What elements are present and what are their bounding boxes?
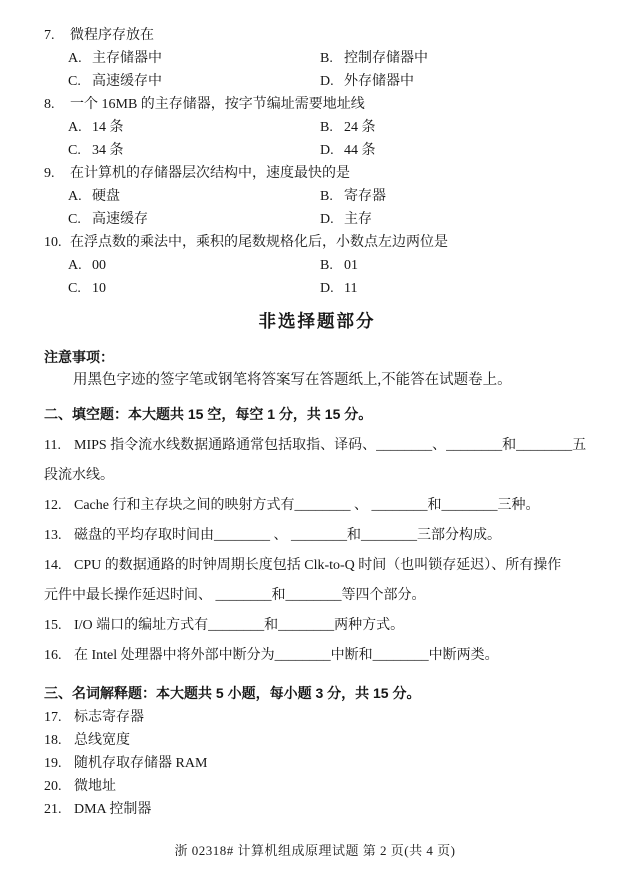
question-number: 7. [44,28,55,43]
question-text: I/O 端口的编址方式有________和________两种方式。 [74,618,405,633]
option-d [320,139,376,162]
question-text: 在计算机的存储器层次结构中，速度最快的是 [70,166,350,181]
option-label: D. [320,74,334,89]
question-text: 在 Intel 处理器中将外部中断分为________中断和________中断两类。 [74,648,499,663]
question-text: 一个 16MB 的主存储器，按字节编址需要地址线 [70,97,365,112]
option-b [320,47,428,70]
option-text: 34 条 [92,143,124,158]
option-b [320,116,376,139]
question-number: 21. [44,802,62,817]
question-number: 15. [44,618,62,633]
option-text: 14 条 [92,120,124,135]
option-label: C. [68,281,81,296]
question-line [44,491,590,521]
question-21 [44,798,590,821]
question-number: 12. [44,498,62,513]
question-14 [44,551,590,611]
question-line: 段流水线。 [44,468,114,483]
question-number: 13. [44,528,62,543]
option-text: 11 [344,281,358,296]
question-text: 磁盘的平均存取时间由________ 、 ________和________三部分构成。 [74,528,501,543]
terms-section [44,706,590,821]
options-row [44,139,590,162]
question-stem [44,24,590,47]
option-text: 硬盘 [92,189,120,204]
question-line [44,431,590,461]
question-number: 19. [44,756,62,771]
question-line [44,521,590,551]
option-label: C. [68,143,81,158]
option-c [68,139,320,162]
term-text: 微地址 [74,779,116,794]
option-c [68,277,320,300]
option-label: D. [320,212,334,227]
option-text: 寄存器 [344,189,386,204]
question-18 [44,729,590,752]
question-number: 11. [44,438,61,453]
question-7 [44,24,590,93]
option-a [68,185,320,208]
fill-section [44,431,590,671]
options-row [44,254,590,277]
question-number: 18. [44,733,62,748]
option-label: B. [320,258,333,273]
question-19 [44,752,590,775]
option-text: 10 [92,281,106,296]
question-12 [44,491,590,521]
option-d [320,208,372,231]
question-number: 16. [44,648,62,663]
question-line [44,641,590,671]
question-20 [44,775,590,798]
notice-body: 用黑色字迹的签字笔或钢笔将答案写在答题纸上,不能答在试题卷上。 [73,372,512,388]
question-text: MIPS 指令流水线数据通路通常包括取指、译码、________、________和________五 [74,438,587,453]
option-c [68,208,320,231]
question-17 [44,706,590,729]
option-text: 00 [92,258,106,273]
option-text: 控制存储器中 [344,51,428,66]
option-label: B. [320,189,333,204]
options-row [44,185,590,208]
question-number: 9. [44,166,55,181]
question-number: 20. [44,779,62,794]
terms-section-header: 三、名词解释题：本大题共 5 小题，每小题 3 分，共 15 分。 [44,685,421,701]
options-row [44,116,590,139]
option-label: A. [68,120,82,135]
question-8 [44,93,590,162]
question-11 [44,431,590,491]
option-a [68,254,320,277]
option-text: 主存 [344,212,372,227]
question-text: CPU 的数据通路的时钟周期长度包括 Clk-to-Q 时间（也叫锁存延迟）、所有操作 [74,558,562,573]
option-text: 主存储器中 [92,51,162,66]
option-b [320,185,386,208]
question-number: 10. [44,235,62,250]
option-text: 高速缓存中 [92,74,162,89]
option-text: 高速缓存 [92,212,148,227]
question-stem [44,231,590,254]
question-text: 微程序存放在 [70,28,154,43]
option-d [320,70,414,93]
question-16 [44,641,590,671]
option-label: B. [320,51,333,66]
option-label: A. [68,51,82,66]
option-label: D. [320,281,334,296]
question-number: 8. [44,97,55,112]
options-row [44,47,590,70]
term-text: 总线宽度 [74,733,130,748]
option-label: C. [68,212,81,227]
option-a [68,116,320,139]
term-text: 标志寄存器 [74,710,144,725]
question-line [44,551,590,581]
option-text: 24 条 [344,120,376,135]
option-text: 外存储器中 [344,74,414,89]
notice-title: 注意事项： [44,349,114,365]
option-label: C. [68,74,81,89]
options-row [44,208,590,231]
question-stem [44,93,590,116]
option-label: A. [68,189,82,204]
question-line [44,611,590,641]
option-text: 44 条 [344,143,376,158]
option-d [320,277,357,300]
fill-section-header: 二、填空题：本大题共 15 空，每空 1 分，共 15 分。 [44,406,373,422]
option-label: D. [320,143,334,158]
options-row [44,70,590,93]
question-text: Cache 行和主存块之间的映射方式有________ 、 ________和________三种。 [74,498,540,513]
question-number: 17. [44,710,62,725]
question-line: 元件中最长操作延迟时间、 ________和________等四个部分。 [44,588,426,603]
option-c [68,70,320,93]
term-text: 随机存取存储器 RAM [74,756,208,771]
question-9 [44,162,590,231]
question-10 [44,231,590,300]
question-stem [44,162,590,185]
question-number: 14. [44,558,62,573]
question-text: 在浮点数的乘法中，乘积的尾数规格化后，小数点左边两位是 [70,235,448,250]
option-a [68,47,320,70]
option-b [320,254,358,277]
option-label: B. [320,120,333,135]
option-label: A. [68,258,82,273]
options-row [44,277,590,300]
question-15 [44,611,590,641]
section-heading: 非选择题部分 [258,311,376,331]
term-text: DMA 控制器 [74,802,152,817]
page-footer: 浙 02318# 计算机组成原理试题 第 2 页(共 4 页) [174,843,456,858]
question-13 [44,521,590,551]
option-text: 01 [344,258,358,273]
